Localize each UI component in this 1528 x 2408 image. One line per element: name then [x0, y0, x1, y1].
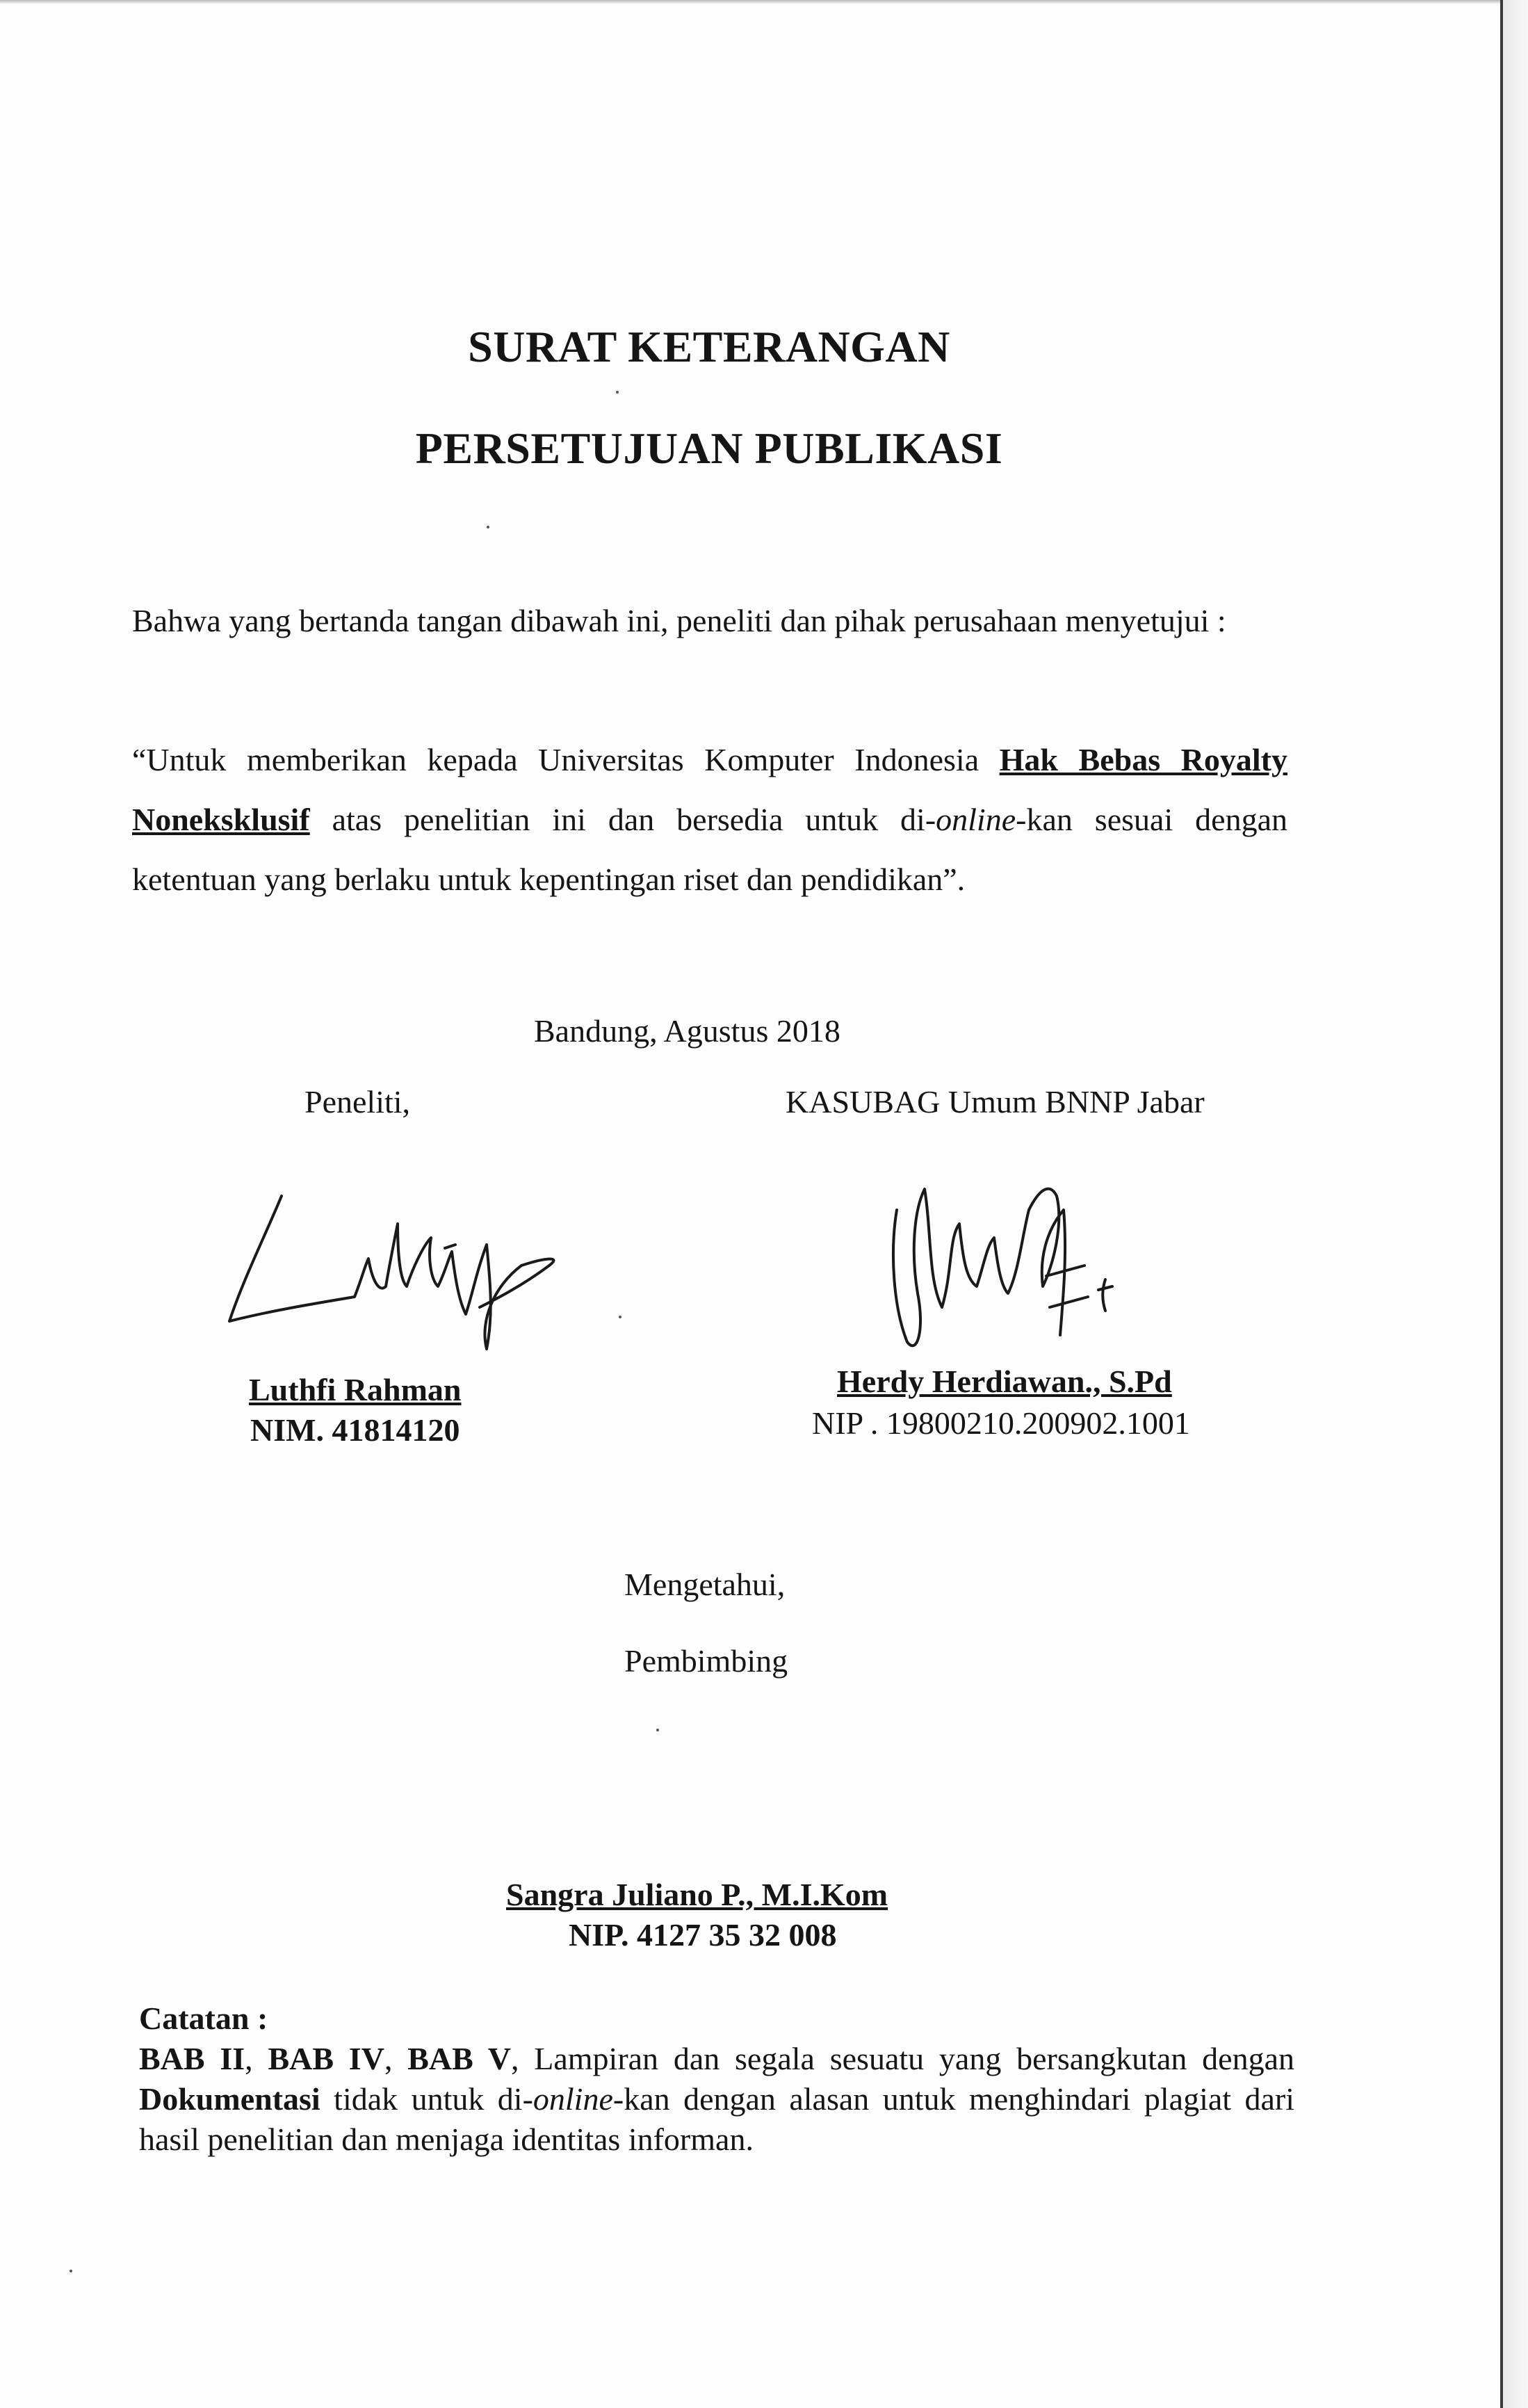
supervisor-role: Pembimbing	[624, 1643, 788, 1679]
quote-text-1: “Untuk memberikan kepada Universitas Komputer Indonesia	[132, 742, 1000, 777]
quote-italic: online	[936, 802, 1016, 837]
quote-text-2: atas penelitian ini dan bersedia untuk di-	[309, 802, 936, 837]
note-bold-4: Dokumentasi	[139, 2081, 320, 2117]
quote-text-3: -kan sesuai dengan ketentuan yang berlaku untuk kepentingan riset dan pendidikan”.	[132, 802, 1287, 897]
document-title-line-1: SURAT KETERANGAN	[468, 322, 950, 371]
place-date: Bandung, Agustus 2018	[534, 1013, 840, 1049]
left-signature	[216, 1182, 577, 1370]
scan-right-margin	[1503, 0, 1528, 2408]
supervisor-nip: NIP. 4127 35 32 008	[569, 1917, 837, 1953]
note-separator-2: ,	[384, 2041, 408, 2076]
note-text-1: , Lampiran dan segala sesuatu yang bersangkutan dengan	[510, 2041, 1294, 2076]
intro-paragraph: Bahwa yang bertanda tangan dibawah ini, peneliti dan pihak perusahaan menyetujui :	[132, 603, 1226, 638]
left-signer-name: Luthfi Rahman	[249, 1372, 462, 1407]
scan-speck	[619, 1316, 621, 1318]
scan-right-edge	[1500, 0, 1503, 2408]
scan-speck	[656, 1729, 659, 1731]
scan-speck	[487, 526, 489, 528]
document-title-line-2: PERSETUJUAN PUBLIKASI	[415, 423, 1003, 473]
right-signer-role: KASUBAG Umum BNNP Jabar	[786, 1084, 1205, 1120]
note-italic: online	[533, 2081, 613, 2117]
quote-paragraph	[132, 730, 1287, 910]
quote-emphasis: Hak Bebas Royalty Noneksklusif	[132, 742, 1287, 837]
note-bold-1: BAB II	[139, 2041, 245, 2076]
scan-speck	[70, 2270, 72, 2272]
note-separator-1: ,	[245, 2041, 268, 2076]
scan-top-edge	[0, 0, 1528, 4]
note-bold-3: BAB V	[407, 2041, 511, 2076]
note-paragraph	[139, 2039, 1294, 2160]
note-bold-2: BAB IV	[268, 2041, 384, 2076]
left-signer-role: Peneliti,	[304, 1084, 411, 1120]
left-signer-nim: NIM. 41814120	[250, 1412, 460, 1448]
acknowledge-label: Mengetahui,	[624, 1567, 786, 1602]
note-title: Catatan :	[139, 2001, 268, 2036]
note-text-2: tidak untuk di-	[320, 2081, 533, 2117]
right-signer-nip: NIP . 19800210.200902.1001	[812, 1405, 1190, 1441]
note-text-3: -kan dengan alasan untuk menghindari plagiat dari hasil penelitian dan menjaga identitas informan.	[139, 2081, 1295, 2157]
right-signature	[876, 1168, 1140, 1363]
right-signer-name: Herdy Herdiawan., S.Pd	[837, 1364, 1172, 1399]
supervisor-name: Sangra Juliano P., M.I.Kom	[506, 1877, 888, 1912]
scan-speck	[616, 391, 619, 394]
